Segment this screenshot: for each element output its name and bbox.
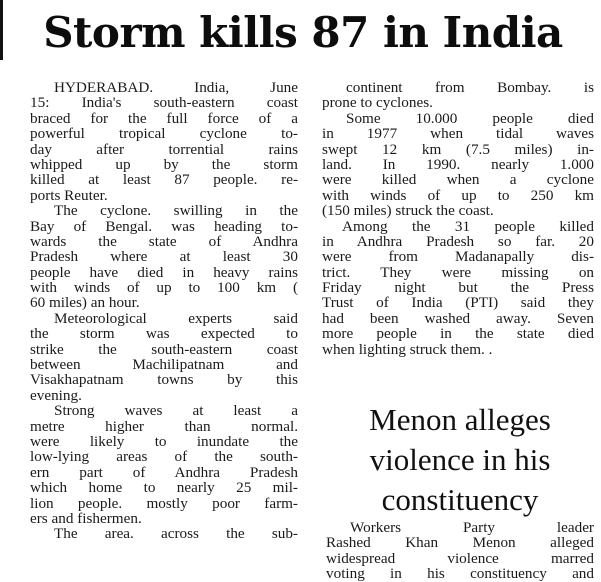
article-text-line: 15: India's south-eastern coast	[30, 95, 298, 111]
article-text-line: when lighting struck them. .	[322, 341, 493, 358]
article-text-line: people have died in heavy rains	[30, 264, 298, 281]
article-text-line: Workers Party leader	[350, 520, 594, 536]
article-text-line: had been washed away. Seven	[322, 310, 594, 327]
second-headline-line: violence in his	[369, 442, 551, 477]
article-text-line: metre higher than normal.	[30, 418, 298, 434]
article-text-line: HYDERABAD. India, June	[54, 80, 298, 96]
article-text-line: were from Madanapally dis-	[322, 249, 594, 265]
article-text-line: ers and fishermen.	[30, 510, 142, 527]
article-text-line: Meteorological experts said	[54, 310, 298, 327]
article-text-line: day after torrential rains	[30, 141, 298, 157]
article-text-line: ports Reuter.	[30, 187, 108, 204]
article-text-line: were killed when a cyclone	[322, 172, 594, 188]
article-text-line: between Machilipatnam and	[30, 357, 298, 373]
article-text-line: prone to cyclones.	[322, 95, 433, 111]
second-headline-line: constituency	[381, 482, 539, 517]
article-text-line: Some 10.000 people died	[346, 110, 594, 127]
article-text-line: land. In 1990. nearly 1.000	[322, 156, 594, 173]
article-text-line: Bay of Bengal. was heading to-	[30, 218, 298, 234]
article-text-line: in 1977 when tidal waves	[322, 126, 594, 142]
main-headline: Storm kills 87 in India	[43, 8, 563, 57]
article-text-line: Trust of India (PTI) said they	[322, 295, 594, 311]
article-text-line: trict. They were missing on	[322, 264, 594, 281]
article-text-line: which home to nearly 25 mil-	[30, 480, 298, 496]
article-text-line: widespread violence marred	[326, 550, 594, 567]
article-text-line: (150 miles) struck the coast.	[322, 203, 494, 219]
article-text-line: Visakhapatnam towns by this	[30, 372, 298, 388]
article-text-line: braced for the full force of a	[30, 110, 298, 127]
article-text-line: voting in his constituency and	[326, 566, 594, 582]
main-story-right-column	[322, 80, 594, 357]
article-text-line: more people in the state died	[322, 326, 594, 342]
main-story-left-column	[30, 80, 298, 542]
article-text-line: swept 12 km (7.5 miles) in-	[322, 141, 594, 157]
second-story-body	[326, 520, 594, 582]
article-text-line: killed at least 87 people. re-	[30, 172, 298, 188]
article-text-line: Among the 31 people killed	[342, 218, 594, 234]
article-text-line: lion people. mostly poor farm-	[30, 495, 298, 511]
article-text-line: Friday night but the Press	[322, 280, 594, 296]
article-text-line: Pradesh where at least 30	[30, 249, 298, 265]
article-text-line: whipped up by the storm	[30, 156, 298, 173]
article-text-line: the storm was expected to	[30, 326, 298, 342]
article-text-line: 60 miles) an hour.	[30, 295, 140, 311]
article-text-line: with winds of up to 100 km (	[30, 280, 298, 296]
article-text-line: evening.	[30, 387, 82, 404]
column-rule	[0, 0, 3, 60]
second-headline-line: Menon alleges	[369, 402, 551, 437]
article-text-line: Rashed Khan Menon alleged	[326, 535, 594, 551]
article-text-line: strike the south-eastern coast	[30, 341, 298, 358]
second-story-headline	[326, 400, 594, 520]
article-text-line: low-lying areas of the south-	[30, 449, 298, 465]
article-text-line: The area. across the sub-	[54, 526, 298, 542]
article-text-line: ern part of Andhra Pradesh	[30, 464, 298, 481]
article-text-line: powerful tropical cyclone to-	[30, 126, 298, 142]
article-text-line: wards the state of Andhra	[30, 233, 298, 250]
article-text-line: were likely to inundate the	[30, 433, 298, 450]
article-text-line: in Andhra Pradesh so far. 20	[322, 233, 594, 250]
article-text-line: with winds of up to 250 km	[322, 187, 594, 204]
article-text-line: The cyclone. swilling in the	[54, 203, 298, 219]
article-text-line: Strong waves at least a	[54, 403, 298, 419]
article-text-line: continent from Bombay. is	[346, 80, 594, 96]
